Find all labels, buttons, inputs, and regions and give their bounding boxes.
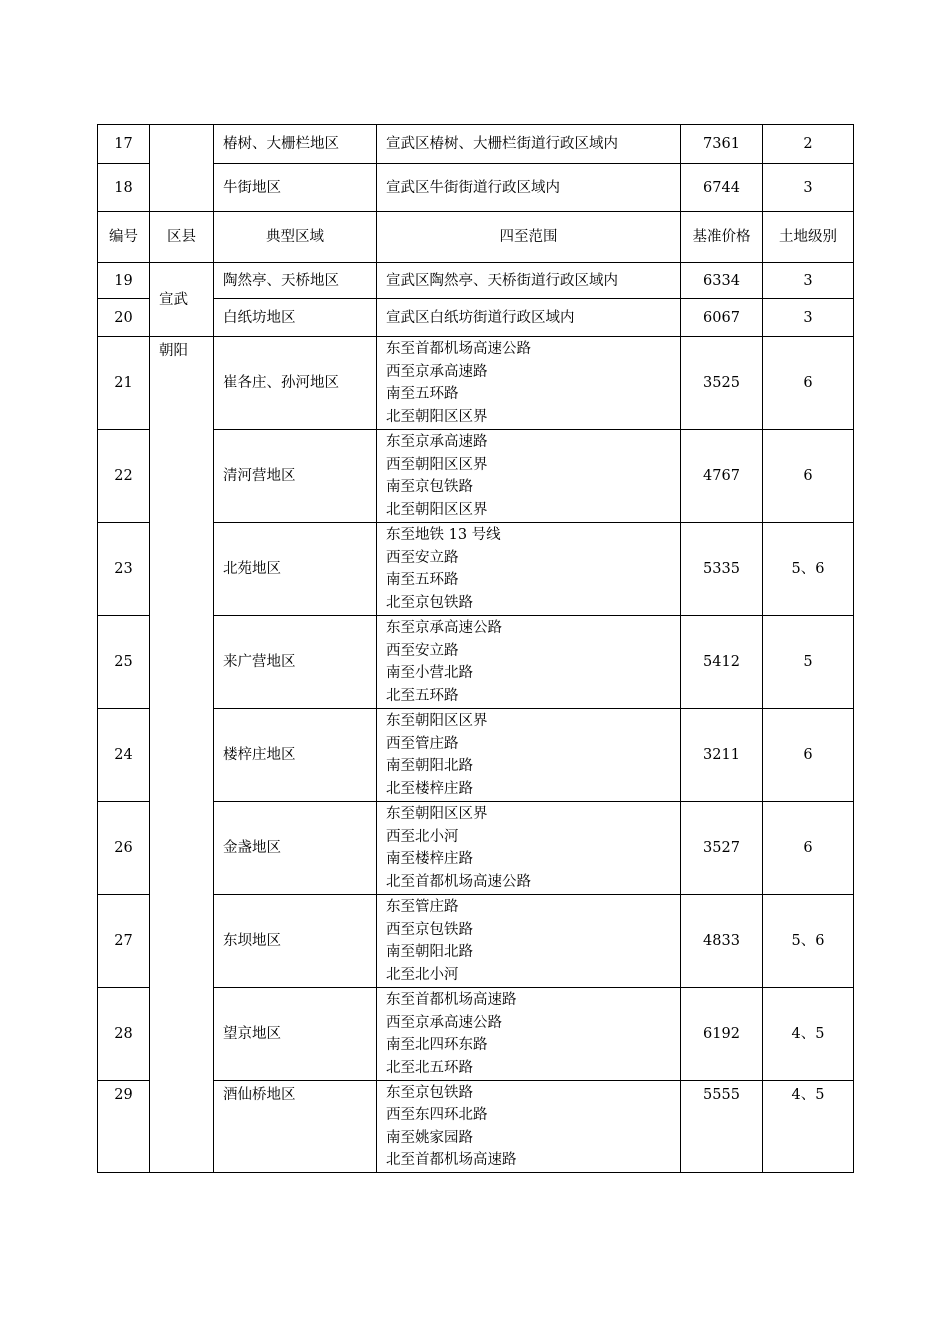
bound-south: 南至姚家园路 [386,1129,473,1146]
land-level: 3 [763,164,854,212]
bound-west: 西至东四环北路 [386,1107,488,1123]
bounds-cell [377,802,681,895]
header-region: 典型区域 [214,212,377,263]
row-number: 29 [98,1081,150,1173]
bound-north: 北至朝阳区区界 [386,501,488,518]
row-number: 23 [98,523,150,616]
region-name: 崔各庄、孙河地区 [214,337,377,430]
region-name: 来广营地区 [214,616,377,709]
bound-north: 北至北小河 [386,966,459,983]
base-price: 6067 [681,299,763,337]
bounds-text: 宣武区白纸坊街道行政区域内 [377,299,681,337]
row-number: 20 [98,299,150,337]
base-price: 3211 [681,709,763,802]
bound-west: 西至北小河 [386,828,459,845]
bound-east: 东至朝阳区区界 [386,713,488,729]
land-level: 4、5 [763,1081,854,1173]
region-name: 望京地区 [214,988,377,1081]
bound-west: 西至朝阳区区界 [386,456,488,473]
base-price: 4833 [681,895,763,988]
table-header-row [98,212,854,263]
land-level: 5、6 [763,523,854,616]
district-cell-empty [150,125,214,212]
region-name: 牛街地区 [214,164,377,212]
bound-north: 北至首都机场高速路 [386,1152,517,1168]
region-name: 白纸坊地区 [214,299,377,337]
land-price-table [97,124,854,1173]
base-price: 6334 [681,263,763,299]
bound-west: 西至京包铁路 [386,921,473,938]
region-name: 清河营地区 [214,430,377,523]
row-number: 21 [98,337,150,430]
region-name: 陶然亭、天桥地区 [214,263,377,299]
land-level: 6 [763,802,854,895]
bound-north: 北至五环路 [386,687,459,704]
region-name: 椿树、大栅栏地区 [214,125,377,164]
bound-east: 东至京包铁路 [386,1084,473,1101]
base-price: 4767 [681,430,763,523]
bounds-cell [377,709,681,802]
bound-south: 南至五环路 [386,572,459,588]
header-level: 土地级别 [763,212,854,263]
bound-east: 东至首都机场高速公路 [386,341,531,357]
bound-east: 东至京承高速公路 [386,620,502,636]
bound-south: 南至朝阳北路 [386,758,473,774]
base-price: 7361 [681,125,763,164]
row-number: 18 [98,164,150,212]
base-price: 5555 [681,1081,763,1173]
row-number: 27 [98,895,150,988]
region-name: 楼梓庄地区 [214,709,377,802]
region-name: 金盏地区 [214,802,377,895]
bound-west: 西至京承高速路 [386,363,488,380]
bound-north: 北至楼梓庄路 [386,780,473,797]
bounds-cell [377,430,681,523]
land-level: 3 [763,263,854,299]
bound-east: 东至京承高速路 [386,434,488,450]
base-price: 5335 [681,523,763,616]
bound-west: 西至京承高速公路 [386,1014,502,1031]
row-number: 22 [98,430,150,523]
header-bounds: 四至范围 [377,212,681,263]
bound-east: 东至首都机场高速路 [386,992,517,1008]
bounds-cell [377,616,681,709]
row-number: 28 [98,988,150,1081]
bound-north: 北至首都机场高速公路 [386,873,531,890]
row-number: 17 [98,125,150,164]
bounds-cell [377,1081,681,1173]
bound-north: 北至京包铁路 [386,594,473,611]
row-number: 19 [98,263,150,299]
bound-south: 南至朝阳北路 [386,944,473,960]
table-row [98,263,854,299]
land-level: 5 [763,616,854,709]
land-level: 6 [763,430,854,523]
table-row [98,337,854,430]
bound-south: 南至京包铁路 [386,479,473,495]
bound-east: 东至朝阳区区界 [386,806,488,822]
bounds-text: 宣武区陶然亭、天桥街道行政区域内 [377,263,681,299]
row-number: 24 [98,709,150,802]
land-level: 4、5 [763,988,854,1081]
bounds-text: 宣武区牛街街道行政区域内 [377,164,681,212]
land-level: 5、6 [763,895,854,988]
row-number: 26 [98,802,150,895]
base-price: 3525 [681,337,763,430]
bound-north: 北至北五环路 [386,1059,473,1076]
bounds-text: 宣武区椿树、大栅栏街道行政区域内 [377,125,681,164]
bounds-cell [377,523,681,616]
bound-north: 北至朝阳区区界 [386,408,488,425]
bound-east: 东至地铁 13 号线 [386,527,501,543]
land-level: 6 [763,709,854,802]
bounds-cell [377,337,681,430]
bound-south: 南至楼梓庄路 [386,851,473,867]
bound-south: 南至小营北路 [386,665,473,681]
bound-west: 西至安立路 [386,549,459,566]
land-level: 2 [763,125,854,164]
base-price: 5412 [681,616,763,709]
bound-south: 南至五环路 [386,386,459,402]
table-row [98,125,854,164]
row-number: 25 [98,616,150,709]
bound-west: 西至安立路 [386,642,459,659]
base-price: 6744 [681,164,763,212]
bounds-cell [377,988,681,1081]
header-price: 基准价格 [681,212,763,263]
bounds-cell [377,895,681,988]
district-name: 朝阳 [150,337,214,1173]
region-name: 东坝地区 [214,895,377,988]
header-number: 编号 [98,212,150,263]
base-price: 6192 [681,988,763,1081]
land-level: 6 [763,337,854,430]
land-level: 3 [763,299,854,337]
bound-east: 东至管庄路 [386,899,459,915]
region-name: 北苑地区 [214,523,377,616]
bound-west: 西至管庄路 [386,735,459,752]
district-name: 宣武 [150,263,214,337]
bound-south: 南至北四环东路 [386,1037,488,1053]
base-price: 3527 [681,802,763,895]
header-district: 区县 [150,212,214,263]
region-name: 酒仙桥地区 [214,1081,377,1173]
